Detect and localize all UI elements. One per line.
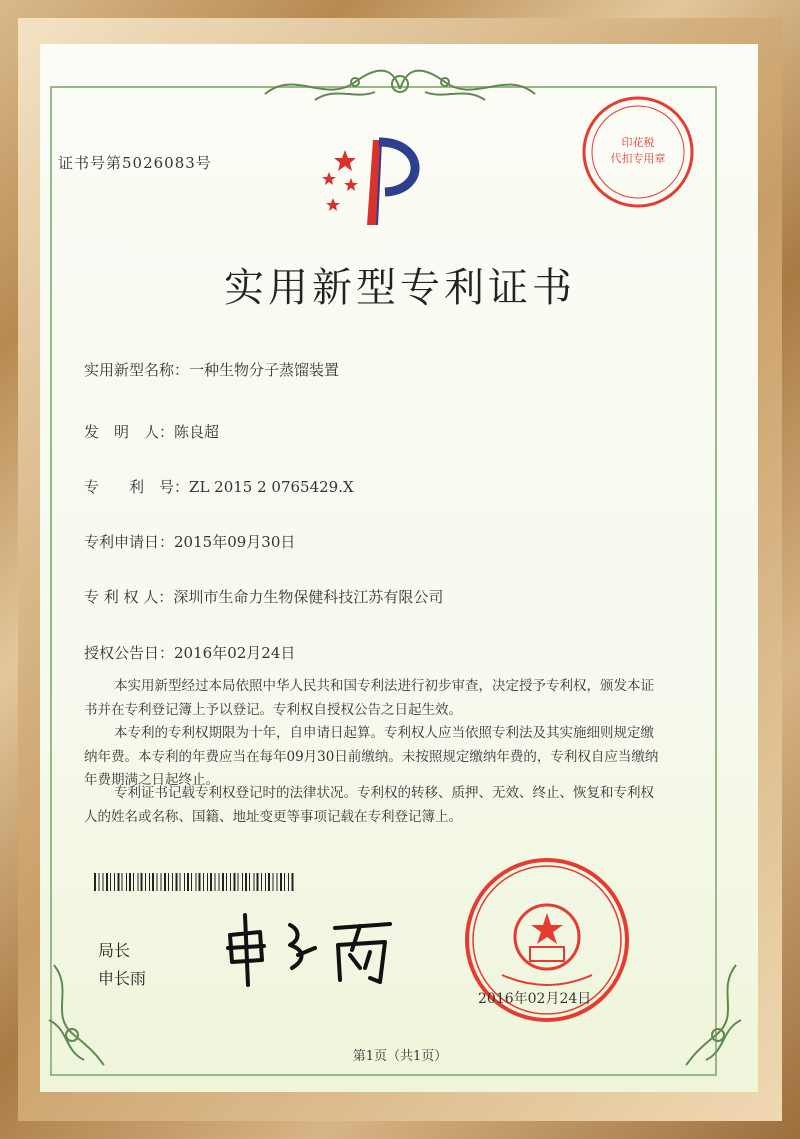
field-value: ZL 2015 2 0765429.X (189, 478, 354, 496)
svg-text:代扣专用章: 代扣专用章 (610, 152, 666, 165)
field-patentee (84, 586, 443, 607)
paragraph-legal-status: 专利证书记载专利权登记时的法律状况。专利权的转移、质押、无效、终止、恢复和专利权人的姓名或名称、国籍、地址变更等事项记载在专利登记簿上。 (84, 785, 654, 825)
field-application-date (84, 531, 295, 552)
field-label: 授权公告日： (84, 644, 175, 662)
field-patent-number (84, 476, 354, 497)
field-value: 陈良超 (174, 423, 220, 441)
seal-date: 2016年02月24日 (478, 991, 592, 1007)
field-label: 专利申请日： (84, 533, 175, 551)
field-label: 发 明 人： (84, 423, 175, 441)
field-value: 2015年09月30日 (174, 533, 296, 551)
director-title: 局长 (98, 941, 131, 960)
paragraph-grant: 本实用新型经过本局依照中华人民共和国专利法进行初步审查，决定授予专利权，颁发本证书并在专利登记簿上予以登记。专利权自授权公告之日起生效。 (84, 678, 654, 718)
field-inventor (84, 421, 219, 442)
director-signature-icon (220, 900, 400, 990)
field-label: 专 利 权 人： (84, 588, 174, 606)
patent-office-logo-icon (315, 130, 435, 230)
svg-text:印花税: 印花税 (621, 136, 655, 149)
field-value: 一种生物分子蒸馏装置 (189, 361, 340, 379)
certificate-title: 实用新型专利证书 (224, 265, 576, 311)
director-name: 申长雨 (98, 969, 147, 988)
field-value: 2016年02月24日 (174, 644, 296, 662)
field-value: 深圳市生命力生物保健科技江苏有限公司 (173, 588, 444, 606)
field-grant-date (84, 642, 295, 663)
field-utility-name (84, 359, 339, 380)
field-label: 实用新型名称： (84, 361, 190, 379)
field-label: 专 利 号： (84, 478, 190, 496)
page-number: 第1页（共1页） (352, 1049, 448, 1064)
barcode-icon (94, 873, 294, 891)
certificate-number: 证书号第5026083号 (58, 154, 212, 172)
paragraph-term: 本专利的专利权期限为十年，自申请日起算。专利权人应当依照专利法及其实施细则规定缴纳年费。本专利的年费应当在每年09月30日前缴纳。未按照规定缴纳年费的，专利权自应当缴纳年费期满之日起终止。 (84, 725, 659, 788)
tax-stamp-seal-icon (580, 94, 696, 210)
top-ornament-icon (255, 64, 545, 108)
